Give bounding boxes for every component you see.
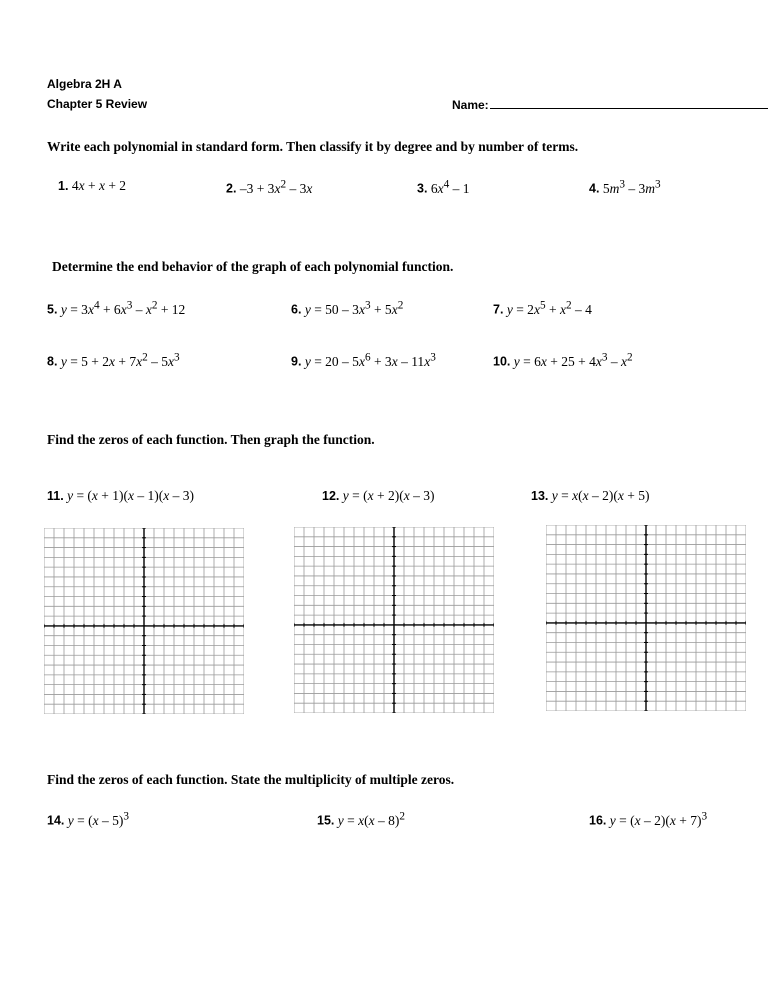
problem-expression: $6x^4 - 1$ xyxy=(430,178,470,196)
problem-number: 2. xyxy=(226,181,237,196)
problem-12 xyxy=(322,488,434,504)
problem-number: 10. xyxy=(493,354,511,369)
problem-expression: y = (x – 5)$^3$ xyxy=(67,810,129,828)
graph-grid-12[interactable] xyxy=(294,527,494,713)
problem-10 xyxy=(493,351,633,370)
problem-3 xyxy=(417,178,469,197)
problem-expression: $-3 + 3x^2 - 3x$ xyxy=(239,178,313,196)
name-blank-line[interactable] xyxy=(490,97,768,109)
problem-number: 11. xyxy=(47,489,64,503)
problem-expression: $y = 6x + 25 + 4x^3 - x^2$ xyxy=(513,351,633,369)
section-1-instruction: Write each polynomial in standard form. Then classify it by degree and by number of terms. xyxy=(47,139,579,154)
problem-16 xyxy=(589,810,707,829)
problem-number: 3. xyxy=(417,181,428,196)
problem-2 xyxy=(226,178,312,197)
problem-expression: y = x(x – 8)$^2$ xyxy=(337,810,406,828)
course-title: Algebra 2H A xyxy=(47,77,122,91)
problem-expression: $y = 3x^4 + 6x^3 - x^2 + 12$ xyxy=(60,299,186,317)
problem-expression: y = (x + 2)(x – 3) xyxy=(342,488,435,503)
problem-expression: $y = 20 - 5x^6 + 3x - 11x^3$ xyxy=(304,351,436,369)
problem-number: 15. xyxy=(317,813,335,828)
problem-4 xyxy=(589,178,661,197)
problem-expression: 4x + x + 2 xyxy=(71,178,127,193)
problem-5 xyxy=(47,299,185,318)
problem-13 xyxy=(531,488,650,504)
problem-expression: $y = (x - 2)(x + 7)^3$ xyxy=(609,810,708,828)
problem-expression: y = x(x – 2)(x + 5) xyxy=(551,488,650,503)
problem-number: 7. xyxy=(493,302,504,317)
name-label: Name: xyxy=(452,98,489,112)
problem-9 xyxy=(291,351,436,370)
graph-grid-13[interactable] xyxy=(546,525,746,711)
problem-number: 8. xyxy=(47,354,58,369)
problem-expression: y = (x + 1)(x – 1)(x – 3) xyxy=(67,488,195,503)
problem-6 xyxy=(291,299,403,318)
problem-number: 4. xyxy=(589,181,600,196)
problem-8 xyxy=(47,351,180,370)
problem-expression: $y = 5 + 2x + 7x^2 - 5x^3$ xyxy=(60,351,180,369)
problem-15 xyxy=(317,810,405,829)
section-3-instruction: Find the zeros of each function. Then graph the function. xyxy=(47,432,375,447)
graph-grid-11[interactable] xyxy=(44,528,244,714)
section-4-instruction: Find the zeros of each function. State the multiplicity of multiple zeros. xyxy=(47,772,455,787)
problem-expression: $y = 50 - 3x^3 + 5x^2$ xyxy=(304,299,404,317)
problem-11 xyxy=(47,488,194,504)
name-field[interactable] xyxy=(452,97,768,112)
problem-number: 6. xyxy=(291,302,302,317)
problem-number: 9. xyxy=(291,354,302,369)
problem-number: 13. xyxy=(531,489,549,503)
problem-7 xyxy=(493,299,592,318)
problem-expression: $5m^3 - 3m^3$ xyxy=(602,178,661,196)
section-2-instruction: Determine the end behavior of the graph of each polynomial function. xyxy=(52,259,454,274)
problem-1 xyxy=(58,178,126,194)
problem-number: 12. xyxy=(322,489,340,503)
chapter-title: Chapter 5 Review xyxy=(47,97,148,111)
problem-number: 14. xyxy=(47,813,65,828)
problem-number: 5. xyxy=(47,302,58,317)
problem-number: 16. xyxy=(589,813,607,828)
problem-number: 1. xyxy=(58,179,69,193)
problem-expression: $y = 2x^5 + x^2 - 4$ xyxy=(506,299,592,317)
problem-14 xyxy=(47,810,129,829)
